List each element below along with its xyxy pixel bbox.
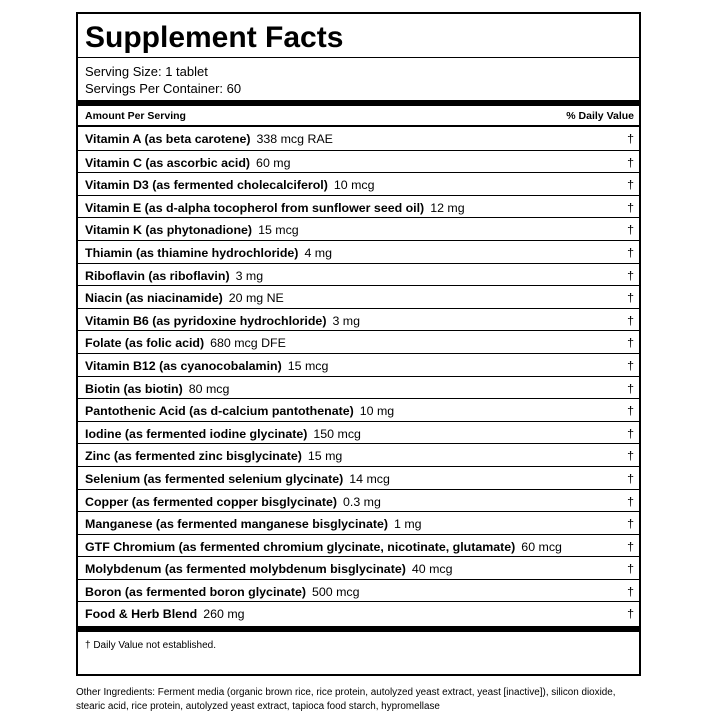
nutrient-row [78, 217, 639, 240]
thick-divider-top [78, 100, 639, 106]
nutrient-row [78, 263, 639, 286]
nutrient-name: Manganese (as fermented manganese bisglycinate) [85, 517, 388, 532]
nutrient-daily-value: † [627, 381, 634, 396]
nutrient-name: Selenium (as fermented selenium glycinate) [85, 471, 344, 486]
nutrient-daily-value: † [627, 313, 634, 328]
nutrient-row [78, 127, 639, 150]
other-ingredients: Other Ingredients: Ferment media (organic brown rice, rice protein, autolyzed yeast extract, yeast [inactive]), silicon dioxide, stearic acid, rice protein, autolyzed yeast extract, tapioca food starch, hypromellase [76, 687, 616, 712]
nutrient-line [85, 245, 332, 261]
nutrient-name: Iodine (as fermented iodine glycinate) [85, 426, 308, 441]
nutrient-row [78, 511, 639, 534]
nutrient-line [85, 606, 245, 622]
supplement-facts-panel [76, 12, 641, 676]
nutrient-daily-value: † [627, 268, 634, 283]
nutrient-amount: 4 mg [304, 245, 332, 260]
nutrient-line [85, 358, 328, 374]
nutrient-name: Vitamin K (as phytonadione) [85, 223, 253, 238]
nutrient-amount: 10 mg [359, 404, 395, 419]
nutrient-daily-value: † [627, 426, 634, 441]
thick-divider-bottom [78, 626, 639, 632]
nutrient-daily-value: † [627, 539, 634, 554]
nutrient-row [78, 195, 639, 218]
nutrient-daily-value: † [627, 245, 634, 260]
nutrient-name: Zinc (as fermented zinc bisglycinate) [85, 449, 302, 464]
nutrient-name: Vitamin E (as d-alpha tocopherol from sunflower seed oil) [85, 200, 425, 215]
nutrient-amount: 0.3 mg [343, 494, 381, 509]
nutrient-row [78, 376, 639, 399]
nutrient-daily-value: † [627, 178, 634, 193]
nutrient-name: Riboflavin (as riboflavin) [85, 268, 230, 283]
nutrient-daily-value: † [627, 449, 634, 464]
nutrient-line [85, 290, 284, 306]
nutrient-line [85, 494, 381, 510]
nutrient-amount: 14 mcg [349, 471, 390, 486]
nutrient-row [78, 556, 639, 579]
nutrient-line [85, 155, 290, 171]
nutrient-daily-value: † [627, 517, 634, 532]
nutrient-line [85, 268, 263, 284]
nutrient-row [78, 308, 639, 331]
nutrient-row [78, 240, 639, 263]
nutrient-row [78, 443, 639, 466]
nutrient-amount: 3 mg [235, 268, 264, 283]
nutrient-daily-value: † [627, 358, 634, 373]
nutrient-amount: 338 mcg RAE [256, 132, 333, 146]
nutrient-daily-value: † [627, 584, 634, 599]
nutrient-line [85, 403, 394, 419]
nutrient-name: Folate (as folic acid) [85, 336, 205, 351]
nutrient-amount: 260 mg [203, 607, 245, 622]
nutrient-daily-value: † [627, 200, 634, 215]
nutrient-row [78, 172, 639, 195]
nutrient-name: Vitamin B6 (as pyridoxine hydrochloride) [85, 313, 327, 328]
nutrient-amount: 12 mg [430, 200, 465, 215]
nutrient-name: Boron (as fermented boron glycinate) [85, 584, 306, 599]
title-divider [78, 57, 639, 58]
daily-value-header: % Daily Value [566, 110, 634, 122]
nutrient-line [85, 381, 229, 397]
nutrient-name: Vitamin B12 (as cyanocobalamin) [85, 358, 282, 373]
label-title: Supplement Facts [85, 21, 344, 54]
nutrient-name: Vitamin C (as ascorbic acid) [85, 155, 251, 170]
nutrient-line [85, 448, 342, 464]
nutrient-amount: 3 mg [332, 313, 360, 328]
nutrient-row [78, 579, 639, 602]
nutrient-daily-value: † [627, 291, 634, 306]
nutrient-amount: 500 mcg [312, 584, 360, 599]
nutrient-row [78, 466, 639, 489]
nutrient-name: Vitamin A (as beta carotene) [85, 132, 251, 146]
nutrient-list [78, 127, 639, 624]
nutrient-amount: 15 mg [307, 449, 343, 464]
nutrient-row [78, 534, 639, 557]
amount-per-serving-header: Amount Per Serving [85, 110, 186, 122]
servings-per-container: Servings Per Container: 60 [85, 81, 242, 96]
nutrient-daily-value: † [627, 155, 634, 170]
nutrient-daily-value: † [627, 132, 634, 146]
nutrient-row [78, 489, 639, 512]
nutrient-name: Vitamin D3 (as fermented cholecalciferol) [85, 178, 328, 193]
nutrient-line [85, 471, 390, 487]
nutrient-name: Copper (as fermented copper bisglycinate) [85, 494, 337, 509]
nutrient-daily-value: † [627, 607, 634, 622]
nutrient-daily-value: † [627, 562, 634, 577]
nutrient-line [85, 131, 333, 147]
nutrient-row [78, 398, 639, 421]
nutrient-amount: 680 mcg DFE [210, 336, 286, 351]
nutrient-amount: 10 mcg [333, 178, 375, 193]
nutrient-line [85, 222, 299, 238]
nutrient-daily-value: † [627, 494, 634, 509]
nutrient-amount: 20 mg NE [228, 291, 284, 306]
nutrient-line [85, 561, 452, 577]
nutrient-amount: 1 mg [393, 517, 422, 532]
nutrient-name: Biotin (as biotin) [85, 381, 183, 396]
nutrient-line [85, 177, 375, 193]
nutrient-row [78, 601, 639, 624]
column-header [85, 109, 634, 123]
nutrient-row [78, 285, 639, 308]
nutrient-name: GTF Chromium (as fermented chromium glycinate, nicotinate, glutamate) [85, 539, 516, 554]
nutrient-daily-value: † [627, 223, 634, 238]
nutrient-name: Pantothenic Acid (as d-calcium pantothenate) [85, 404, 354, 419]
serving-size: Serving Size: 1 tablet [85, 64, 208, 79]
nutrient-name: Niacin (as niacinamide) [85, 291, 223, 306]
nutrient-line [85, 539, 562, 555]
daily-value-footnote: † Daily Value not established. [85, 640, 217, 651]
nutrient-name: Food & Herb Blend [85, 607, 198, 622]
nutrient-row [78, 150, 639, 173]
nutrient-line [85, 584, 360, 600]
nutrient-line [85, 200, 465, 216]
nutrient-daily-value: † [627, 404, 634, 419]
nutrient-row [78, 330, 639, 353]
nutrient-row [78, 421, 639, 444]
nutrient-amount: 40 mcg [411, 562, 453, 577]
nutrient-daily-value: † [627, 336, 634, 351]
nutrient-row [78, 353, 639, 376]
nutrient-amount: 15 mcg [258, 223, 299, 238]
nutrient-line [85, 335, 286, 351]
nutrient-name: Molybdenum (as fermented molybdenum bisglycinate) [85, 562, 406, 577]
nutrient-daily-value: † [627, 471, 634, 486]
nutrient-amount: 60 mg [256, 155, 291, 170]
nutrient-name: Thiamin (as thiamine hydrochloride) [85, 245, 299, 260]
nutrient-amount: 15 mcg [287, 358, 329, 373]
nutrient-line [85, 313, 360, 329]
nutrient-amount: 60 mcg [521, 539, 562, 554]
nutrient-line [85, 426, 361, 442]
nutrient-amount: 150 mcg [313, 426, 361, 441]
nutrient-line [85, 516, 422, 532]
nutrient-amount: 80 mcg [188, 381, 230, 396]
